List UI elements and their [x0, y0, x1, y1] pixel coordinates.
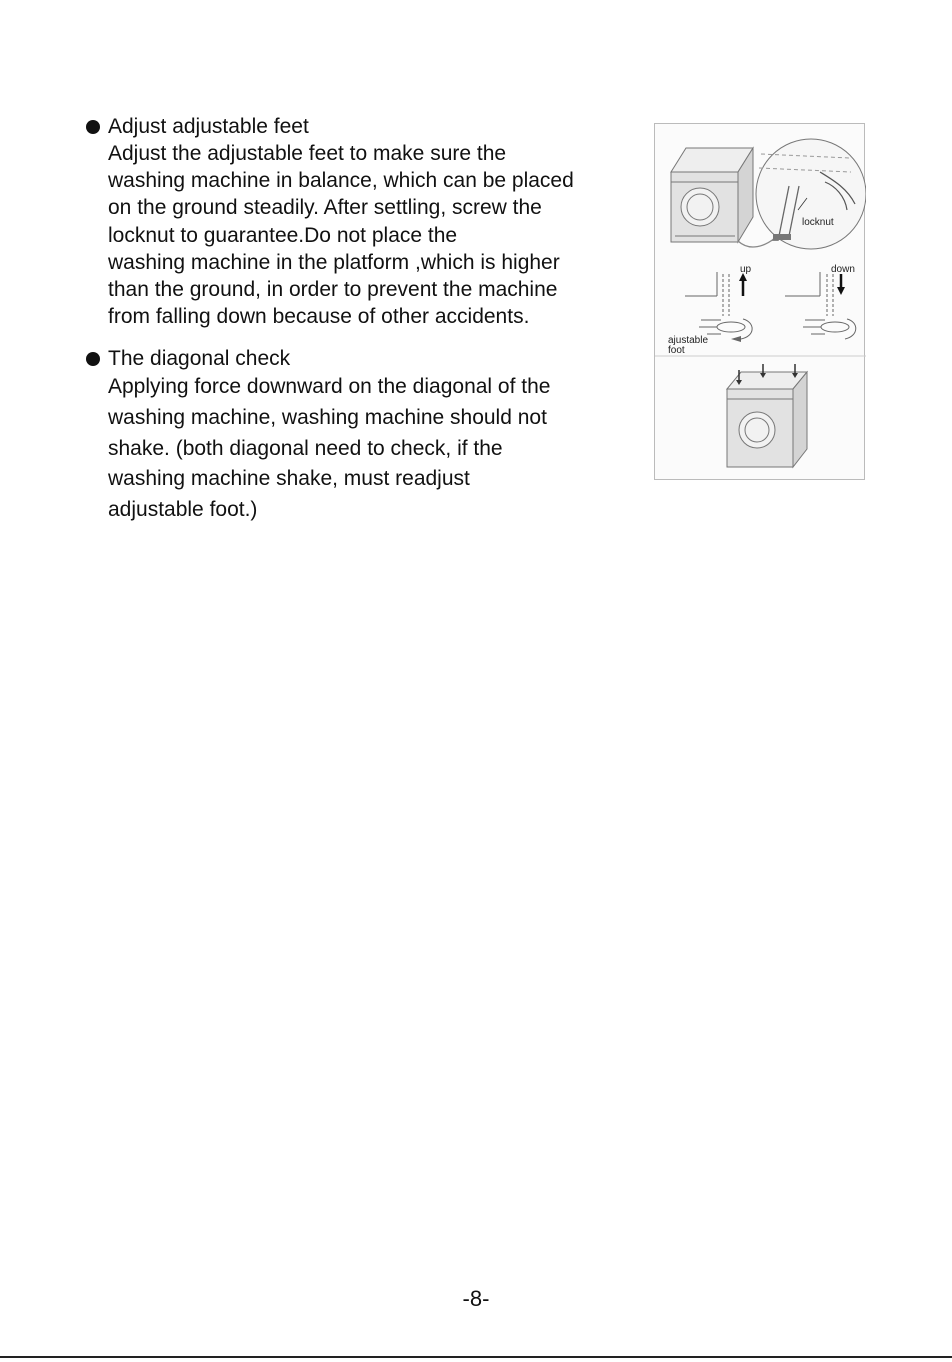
diagonal-washer-drawing	[727, 372, 807, 467]
adjustment-illustration	[654, 123, 865, 480]
locknut-label: locknut	[802, 217, 834, 228]
body-line: washing machine in balance, which can be placed	[108, 169, 574, 193]
section-heading: The diagonal check	[108, 347, 291, 370]
body-line: on the ground steadily. After settling, screw the	[108, 196, 542, 220]
section-diagonal-check	[84, 345, 629, 526]
body-line: Applying force downward on the diagonal of the	[108, 375, 551, 398]
page-number: -8-	[462, 1286, 490, 1311]
section-adjust-feet	[84, 113, 629, 330]
illustration-drawing	[655, 124, 866, 481]
foot-label-line2: foot	[668, 345, 685, 356]
body-line: Adjust the adjustable feet to make sure the	[108, 142, 507, 165]
body-line: locknut to guarantee.Do not place the	[108, 223, 458, 247]
foot-label-line1: ajustable	[668, 335, 709, 346]
bullet-icon	[86, 120, 100, 134]
body-line: than the ground, in order to prevent the machine	[108, 278, 558, 302]
section-heading: Adjust adjustable feet	[108, 115, 309, 138]
section-heading-row	[84, 345, 629, 372]
down-label: down	[831, 264, 855, 275]
locknut-detail	[756, 139, 866, 249]
section-heading-row	[84, 113, 629, 140]
up-label: up	[740, 264, 752, 275]
bullet-icon	[86, 352, 100, 366]
body-line: adjustable foot.)	[108, 498, 258, 522]
bottom-divider	[0, 1356, 952, 1358]
washer-drawing	[671, 148, 753, 242]
body-line: washing machine, washing machine should not	[108, 405, 547, 429]
body-line: from falling down because of other accidents.	[108, 305, 530, 329]
body-line: washing machine shake, must readjust	[108, 467, 470, 491]
body-line: washing machine in the platform ,which is higher	[108, 250, 560, 274]
foot-down-diagram	[785, 272, 856, 339]
body-line: shake. (both diagonal need to check, if the	[108, 436, 503, 460]
down-arrowhead	[837, 287, 845, 295]
pointer-arrow	[738, 238, 775, 247]
